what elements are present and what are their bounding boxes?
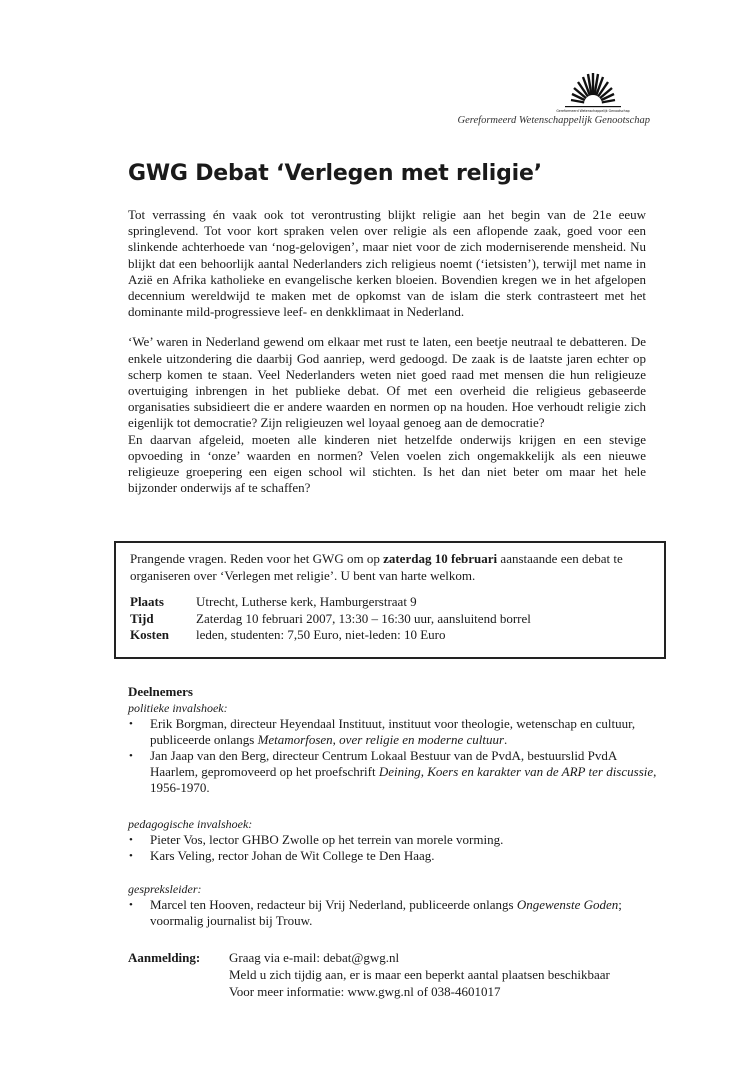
event-row-place: Plaats Utrecht, Lutherse kerk, Hamburgerstraat 9: [130, 594, 417, 609]
page-title: GWG Debat ‘Verlegen met religie’: [128, 161, 542, 186]
intro-paragraph-2: ‘We’ waren in Nederland gewend om elkaar met rust te laten, een beetje neutraal te debatteren. De enkele uitzondering die daarbij God aanriep, werd gedoogd. De zaak is de laatste jaren echter op scherp komen te staan. Veel Nederlanders weten niet goed raad met mensen die hun religieuze overtuiging inbrengen in het publieke debat. Of met een overheid die religieus gebaseerde organisaties subsidieert die er andere waarden en normen op na houden. Hoe verhoudt religie zich eigenlijk tot democratie? Zijn religieuzen wel loyaal genoeg aan de democratie?: [128, 334, 646, 431]
registration-label: Aanmelding:: [128, 950, 201, 965]
event-date-highlight: zaterdag 10 februari: [383, 551, 498, 566]
organization-name: Gereformeerd Wetenschappelijk Genootschap: [457, 115, 650, 126]
list-item: • Marcel ten Hooven, redacteur bij Vrij Nederland, publiceerde onlangs Ongewenste Goden; voormalig journalist bij Trouw.: [128, 897, 658, 929]
intro-paragraph-3: En daarvan afgeleid, moeten alle kinderen niet hetzelfde onderwijs krijgen en een stevige opvoeding in ‘onze’ waarden en normen? Velen voelen zich ongemakkelijk als een nieuwe religieuze groepering een eigen school wil stichten. Is het dan niet beter om maar het hele bijzonder onderwijs af te schaffen?: [128, 431, 646, 496]
pedagogical-label: pedagogische invalshoek:: [128, 817, 253, 831]
registration-section: [128, 949, 688, 1000]
list-item: • Kars Veling, rector Johan de Wit College te Den Haag.: [128, 848, 658, 864]
political-label: politieke invalshoek:: [128, 701, 228, 715]
registration-info: Voor meer informatie: www.gwg.nl of 038-4601017: [229, 984, 501, 999]
event-info-box: [114, 541, 666, 659]
moderator-section: [128, 881, 658, 929]
intro-text: [128, 207, 646, 496]
registration-email-line: Graag via e-mail: debat@gwg.nl: [229, 950, 400, 965]
intro-paragraph-1: Tot verrassing én vaak ook tot verontrusting blijkt religie aan het begin van de 21e eeuw springlevend. Tot voor kort spraken velen over religie als een aflopende zaak, goed voor een slinkende achterhoede van ‘nog-gelovigen’, maar niet voor de zich moderniserende mensheid. Nu blijkt dat een behoorlijk aantal Nederlanders zich religieus noemt (‘ietsisten’), terwijl met name in Azië en Afrika katholieke en evangelische kerken bloeien. Bovendien kregen we in het afgelopen decennium wereldwijd te maken met de opkomst van de islam die sterk contrasteert met het dominante mild-progressieve leef- en denkklimaat in Nederland.: [128, 207, 646, 320]
list-item: • Jan Jaap van den Berg, directeur Centrum Lokaal Bestuur van de PvdA, bestuurslid PvdA Haarlem, gepromoveerd op het proefschrift Deining, Koers en karakter van de ARP ter discussie, 1956-1970.: [128, 748, 658, 796]
moderator-label: gespreksleider:: [128, 882, 202, 896]
pedagogical-section: [128, 816, 658, 864]
gwg-logo: [556, 70, 630, 114]
list-item: • Pieter Vos, lector GHBO Zwolle op het terrein van morele vorming.: [128, 832, 658, 848]
participants-section: [128, 684, 658, 796]
logo-caption: Gereformeerd Wetenschappelijk Genootschap: [556, 109, 630, 113]
list-item: • Erik Borgman, directeur Heyendaal Instituut, instituut voor theologie, wetenschap en cultuur, publiceerde onlangs Metamorfosen, over religie en moderne cultuur.: [128, 716, 658, 748]
event-row-cost: Kosten leden, studenten: 7,50 Euro, niet-leden: 10 Euro: [130, 627, 446, 642]
event-lead: Prangende vragen. Reden voor het GWG om op zaterdag 10 februari aanstaande een debat te organiseren over ‘Verlegen met religie’. U bent van harte welkom.: [130, 551, 623, 583]
participants-title: Deelnemers: [128, 684, 193, 699]
registration-note: Meld u zich tijdig aan, er is maar een beperkt aantal plaatsen beschikbaar: [229, 967, 610, 982]
event-row-time: Tijd Zaterdag 10 februari 2007, 13:30 – 16:30 uur, aansluitend borrel: [130, 610, 531, 626]
